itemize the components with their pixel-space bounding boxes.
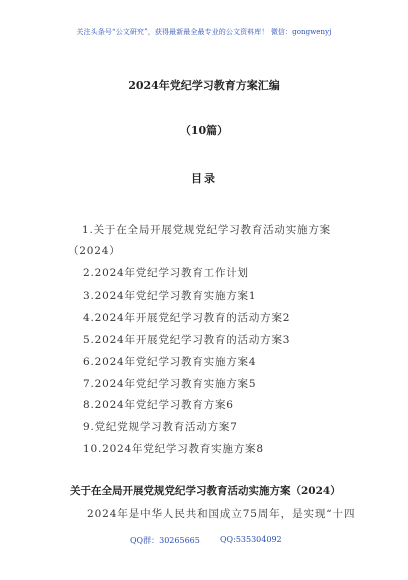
toc-item-6[interactable]: 6.2024年党纪学习教育实施方案4 xyxy=(83,356,257,368)
toc-item-9[interactable]: 9.党纪党规学习教育活动方案7 xyxy=(83,421,238,433)
toc-heading: 目录 xyxy=(191,172,217,185)
section-body-first-line: 2024年是中华人民共和国成立75周年，是实现“十四 xyxy=(87,508,356,520)
document-count: （10篇） xyxy=(179,124,229,137)
footer-qq-group: QQ群：30265665 xyxy=(130,536,200,545)
toc-item-5[interactable]: 5.2024年开展党纪学习教育的活动方案3 xyxy=(83,334,291,346)
header-promo-note: 关注头条号“公文研究”，获得最新最全最专业的公文资料库！ 微信：gongwenyj xyxy=(76,28,332,36)
toc-item-1-continuation[interactable]: （2024） xyxy=(68,245,121,257)
toc-item-8[interactable]: 8.2024年党纪学习教育方案6 xyxy=(83,399,234,411)
toc-item-1[interactable]: 1.关于在全局开展党规党纪学习教育活动实施方案 xyxy=(82,224,331,236)
document-title: 2024年党纪学习教育方案汇编 xyxy=(128,79,280,92)
toc-item-2[interactable]: 2.2024年党纪学习教育工作计划 xyxy=(83,267,249,279)
section-title: 关于在全局开展党规党纪学习教育活动实施方案（2024） xyxy=(70,485,341,497)
toc-item-4[interactable]: 4.2024年开展党纪学习教育的活动方案2 xyxy=(83,312,291,324)
footer-qq-number: QQ:535304092 xyxy=(220,535,282,544)
toc-item-10[interactable]: 10.2024年党纪学习教育实施方案8 xyxy=(83,443,264,455)
toc-item-3[interactable]: 3.2024年党纪学习教育实施方案1 xyxy=(83,290,257,302)
toc-item-7[interactable]: 7.2024年党纪学习教育实施方案5 xyxy=(83,378,257,390)
